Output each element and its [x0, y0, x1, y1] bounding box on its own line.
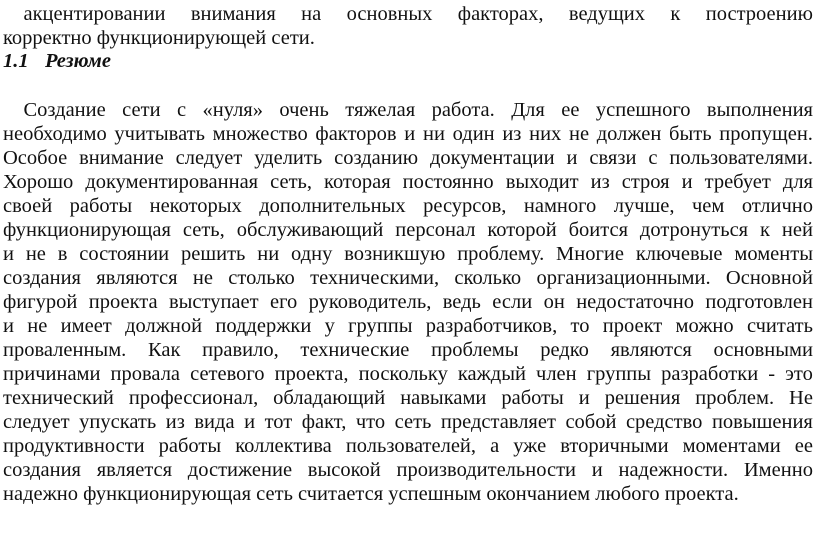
- body-line-16: создания является достижение высокой производительности и надежности. Именно: [3, 459, 813, 481]
- body-line-12: причинами провала сетевого проекта, поскольку каждый член группы разработки - это: [3, 363, 813, 385]
- body-line-1: Создание сети с «нуля» очень тяжелая работа. Для ее успешного выполнения: [3, 99, 813, 121]
- body-line-6: функционирующая сеть, обслуживающий персонал которой боится дотронуться к ней: [3, 219, 813, 241]
- body-line-11: проваленным. Как правило, технические проблемы редко являются основными: [3, 339, 813, 361]
- body-line-3: Особое внимание следует уделить созданию документации и связи с пользователями.: [3, 147, 813, 169]
- section-title: Резюме: [45, 50, 111, 72]
- body-line-2: необходимо учитывать множество факторов и ни один из них не должен быть пропущен.: [3, 123, 813, 145]
- body-line-10: и не имеет должной поддержки у группы разработчиков, то проект можно считать: [3, 315, 813, 337]
- body-line-4: Хорошо документированная сеть, которая постоянно выходит из строя и требует для: [3, 171, 813, 193]
- body-line-15: продуктивности работы коллектива пользователей, а уже вторичными моментами ее: [3, 435, 813, 457]
- body-line-7: и не в состоянии решить ни одну возникшую проблему. Многие ключевые моменты: [3, 243, 813, 265]
- intro-line-2: корректно функционирующей сети.: [3, 27, 315, 49]
- body-line-17: надежно функционирующая сеть считается успешным окончанием любого проекта.: [3, 483, 739, 505]
- body-line-8: создания являются не столько техническими, сколько организационными. Основной: [3, 267, 813, 289]
- section-number: 1.1: [3, 50, 29, 72]
- body-line-5: своей работы некоторых дополнительных ресурсов, намного лучше, чем отлично: [3, 195, 813, 217]
- intro-line-1: акцентировании внимания на основных факторах, ведущих к построению: [3, 3, 813, 25]
- body-line-14: следует упускать из вида и тот факт, что сеть представляет собой средство повышения: [3, 411, 813, 433]
- body-line-9: фигурой проекта выступает его руководитель, ведь если он недостаточно подготовлен: [3, 291, 813, 313]
- body-line-13: технический профессионал, обладающий навыками работы и решения проблем. Не: [3, 387, 813, 409]
- section-heading: [3, 48, 111, 74]
